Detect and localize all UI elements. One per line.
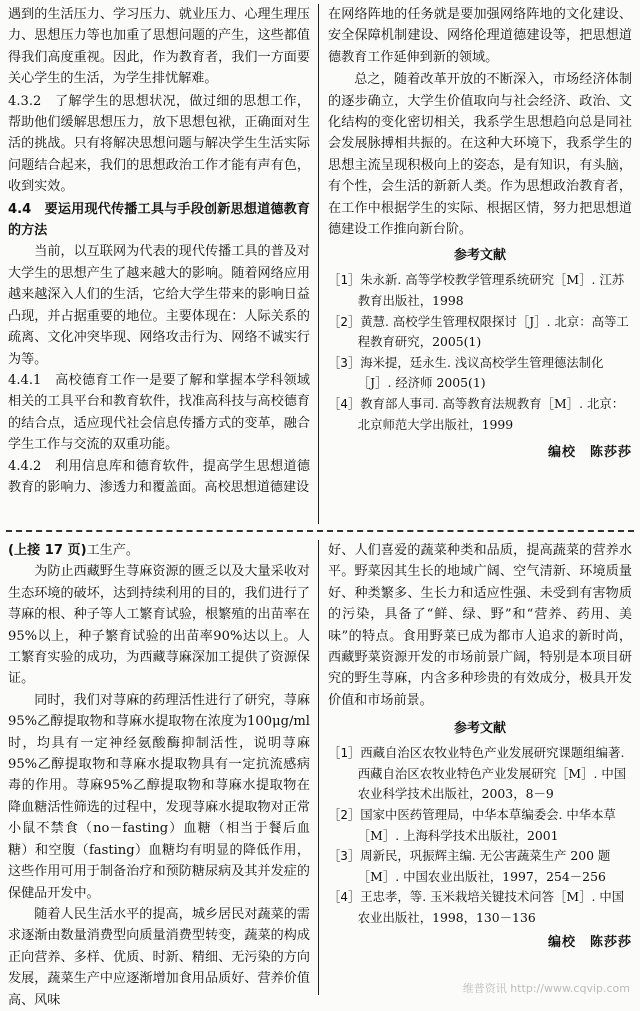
body-paragraph: 为防止西藏野生荨麻资源的匮乏以及大量采收对生态环境的破坏，达到持续利用的目的，我们进行了荨麻的根、种子等人工繁育试验，根繁殖的出苗率在95%以上，种子繁育试验的出苗率90%达以上。人工繁育实验的成功，为西藏荨麻深加工提供了资源保证。 [8,564,310,687]
reference-item [328,887,632,928]
body-paragraph: 好、人们喜爱的蔬菜种类和品质，提高蔬菜的营养水平。野菜因其生长的地域广阔、空气清新、环境质量好、种类繁多、生长力和适应性强、未受到有害物质的污染，具备了“鲜、绿、野”和“营养、药用、美味”的特点。食用野菜已成为都市人追求的新时尚，西藏野菜资源开发的市场前景广阔，特别是本项目研究的野生荨麻，内含多种珍贵的有效成分，极具开发价值和市场前景。 [328,543,632,708]
reference-text: 西藏自治区农牧业特色产业发展研究课题组编著. 西藏自治区农牧业特色产业发展研究［M］. 中国农业科学技术出版社，2003，8－9 [357,745,627,802]
reference-text: 朱永新. 高等学校教学管理系统研究［M］. 江苏教育出版社，1998 [357,272,625,309]
reference-number: ［1］ [328,745,361,761]
reference-text: 黄慧. 高校学生管理权限探讨［J］. 北京：高等工程教育研究，2005(1) [357,313,629,350]
body-paragraph: 当前，以互联网为代表的现代传播工具的普及对大学生的思想产生了越来越大的影响。随着网络应用越来越深入人们的生活，它给大学生带来的影响日益凸现，并占据重要的地位。主要体现在：人际关系的疏离、文化冲突毕现、网络攻击行为、网络不诚实行为等。 [8,244,310,367]
reference-item [328,270,632,311]
reference-number: ［4］ [328,396,361,412]
reference-number: ［4］ [328,889,361,905]
editor-signature: 编校 陈莎莎 [547,934,632,950]
bottom-right-column [328,540,632,955]
reference-number: ［2］ [328,807,361,823]
body-paragraph: 4.4.1 高校德育工作一是要了解和掌握本学科领域相关的工具平台和教育软件，找准高科技与高校德育的结合点，适应现代社会信息传播方式的变革，融合学生工作与交流的双重功能。 [8,372,310,453]
reference-number: ［3］ [328,848,361,864]
watermark: 维普资讯 http://www.cqvip.com [462,982,630,995]
column-divider [318,4,319,524]
reference-number: ［1］ [328,272,361,288]
body-paragraph: 遇到的生活压力、学习压力、就业压力、心理生理压力、思想压力等也加重了思想问题的产生，这些都值得我们高度重视。因此，作为教育者，我们一方面要关心学生的生活，为学生排忧解难。 [8,7,310,87]
reference-number: ［3］ [328,354,361,370]
reference-text: 国家中医药管理局，中华本草编委会. 中华本草［M］. 上海科学技术出版社，2001 [357,807,616,843]
reference-text: 王忠孝，等. 玉米栽培关键技术问答［M］. 中国农业出版社，1998，130－136 [357,889,625,925]
editor-signature: 编校 陈莎莎 [547,445,632,461]
references-list [328,270,632,435]
references-title: 参考文献 [453,721,506,737]
reference-item [328,312,632,353]
reference-number: ［2］ [328,313,361,329]
reference-text: 海米提，廷永生. 浅议高校学生管理德法制化［J］. 经济师 2005(1) [357,354,604,391]
column-divider [318,540,319,995]
reference-item [328,743,632,805]
continued-text: 工生产。 [86,543,139,558]
reference-text: 周新民，巩振辉主编. 无公害蔬菜生产 200 题［M］. 中国农业出版社，1997，254－256 [357,848,611,884]
body-paragraph: 随着人民生活水平的提高，城乡居民对蔬菜的需求逐渐由数量消费型向质量消费型转变，蔬菜的构成正向营养、多样、优质、时新、精细、无污染的方向发展，蔬菜生产中应逐渐增加食用品质好、营养价值高、风味 [8,906,310,1008]
reference-item [328,846,632,887]
body-paragraph [8,540,310,561]
body-paragraph: 同时，我们对荨麻的药理活性进行了研究，荨麻95%乙醇提取物和荨麻水提取物在浓度为100μg/ml时，均具有一定神经氨酸酶抑制活性，说明荨麻95%乙醇提取物和荨麻水提取物具有一定抗流感病毒的作用。荨麻95%乙醇提取物和荨麻水提取物在降血糖活性筛选的过程中，发现荨麻水提取物对正常小鼠不禁食（no－fasting）血糖（相当于餐后血糖）和空腹（fasting）血糖均有明显的降低作用，这些作用可用于制备治疗和预防糖尿病及其并发症的保健品开发中。 [8,692,310,901]
reference-item [328,805,632,846]
body-paragraph: 总之，随着改革开放的不断深入，市场经济体制的逐步确立，大学生价值取向与社会经济、政治、文化结构的变化密切相关，我系学生思想趋向总是同社会发展脉搏相共振的。在这种大环境下，我系学生的思想主流呈现积极向上的姿态，是有知识，有头脑，有个性，会生活的新新人类。作为思想政治教育者，在工作中根据学生的实际、根据区情，努力把思想道德建设工作推向新台阶。 [328,72,632,238]
bottom-left-column [8,540,310,1011]
reference-item [328,353,632,394]
body-paragraph: 在网络阵地的任务就是要加强网络阵地的文化建设、安全保障机制建设、网络伦理道德建设等，把思想道德教育工作延伸到新的领域。 [328,7,632,65]
top-right-column [328,4,632,465]
reference-item [328,394,632,435]
section-heading: 4.4 要运用现代传播工具与手段创新思想道德教育的方法 [8,201,310,239]
references-list [328,743,632,928]
references-title: 参考文献 [453,248,506,264]
article-separator [6,530,634,532]
body-paragraph: 4.4.2 利用信息库和德育软件，提高学生思想道德教育的影响力、渗透力和覆盖面。高校思想道德建设 [8,458,310,495]
body-paragraph: 4.3.2 了解学生的思想状况，做过细的思想工作，帮助他们缓解思想压力，放下思想包袱，正确面对生活的挑战。只有将解决思想问题与解决学生生活实际问题结合起来，我们的思想政治工作才能有声有色，收到实效。 [8,93,310,195]
top-left-column [8,4,310,498]
continued-from-label: (上接 17 页) [8,543,87,558]
reference-text: 教育部人事司. 高等教育法规教育［M］. 北京：北京师范大学出版社，1999 [357,396,625,432]
